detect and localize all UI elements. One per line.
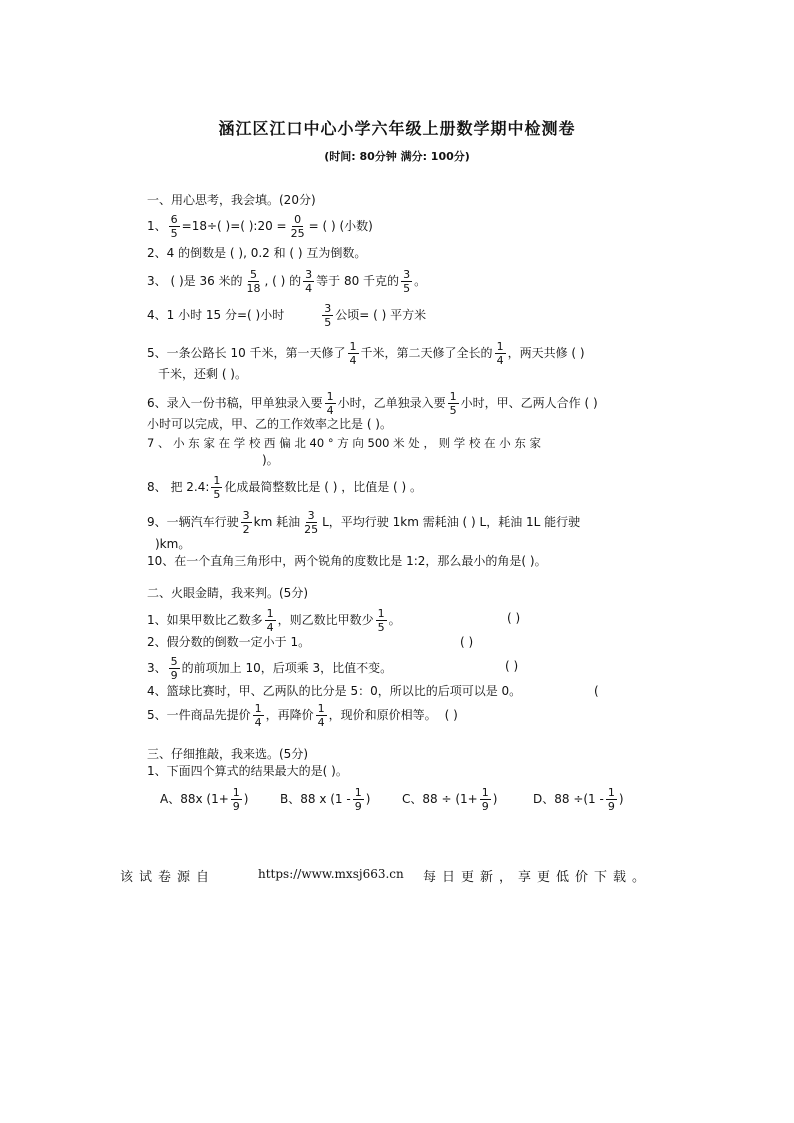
fraction: $\frac{3}{5}$ — [324, 302, 332, 329]
fraction: $\frac{0}{25}$ — [290, 213, 305, 240]
question-1-5-line2: 千米，还剩 ( )。 — [158, 367, 247, 381]
fraction: $\frac{1}{9}$ — [607, 786, 615, 813]
fraction: $\frac{1}{5}$ — [213, 474, 221, 501]
question-1-5: 5、一条公路长 10 千米，第一天修了 $\frac{1}{4}$ 千米，第二天修了全长的 $\frac{1}{4}$ ，两天共修 ( ) — [147, 340, 585, 367]
fraction: $\frac{1}{5}$ — [449, 390, 457, 417]
question-2-3: 3、 $\frac{5}{9}$ 的前项加上 10，后项乘 3，比值不变。 — [147, 655, 393, 682]
question-1-6-line2: 小时可以完成，甲、乙的工作效率之比是 ( )。 — [147, 417, 392, 431]
option-b: B、88 x (1 - $\frac{1}{9}$ ) — [280, 786, 371, 813]
fraction: $\frac{1}{4}$ — [496, 340, 504, 367]
answer-paren: ( ) — [507, 611, 521, 625]
fraction: $\frac{1}{9}$ — [481, 786, 489, 813]
question-2-4: 4、篮球比赛时，甲、乙两队的比分是 5：0，所以比的后项可以是 0。 — [147, 684, 522, 698]
answer-paren: ( ) — [460, 635, 474, 649]
fraction: $\frac{1}{4}$ — [266, 607, 274, 634]
question-1-4: 4、1 小时 15 分=( )小时 $\frac{3}{5}$ 公顷= ( ) 平方米 — [147, 302, 427, 329]
option-a: A、88x (1+ $\frac{1}{9}$ ) — [160, 786, 249, 813]
option-d: D、88 ÷(1 - $\frac{1}{9}$ ) — [533, 786, 624, 813]
question-1-7: 7 、 小 东 家 在 学 校 西 偏 北 40 ° 方 向 500 米 处 ， 则 学 校 在 小 东 家 — [147, 436, 542, 450]
fraction: $\frac{1}{5}$ — [377, 607, 385, 634]
fraction: $\frac{1}{4}$ — [254, 702, 262, 729]
question-1-9: 9、一辆汽车行驶 $\frac{3}{2}$ km 耗油 $\frac{3}{25}$ L，平均行驶 1km 需耗油 ( ) L，耗油 1L 能行驶 — [147, 509, 581, 536]
question-1-9-line2: )km。 — [155, 537, 191, 551]
footer-promo-text: 每日更新，享更低价下载。 — [423, 870, 652, 885]
footer-url-link[interactable]: https://www.mxsj663.cn — [258, 867, 404, 881]
question-1-6: 6、录入一份书稿，甲单独录入要 $\frac{1}{4}$ 小时，乙单独录入要 $\frac{1}{5}$ 小时，甲、乙两人合作 ( ) — [147, 390, 598, 417]
fraction: $\frac{1}{9}$ — [354, 786, 362, 813]
fraction: $\frac{3}{5}$ — [403, 268, 411, 295]
fraction: $\frac{1}{4}$ — [317, 702, 325, 729]
question-1-8: 8、 把 2.4: $\frac{1}{5}$ 化成最简整数比是 ( ) ，比值是 ( ) 。 — [147, 474, 423, 501]
footer-source-label: 该试卷源自 — [120, 870, 216, 885]
question-2-5: 5、一件商品先提价 $\frac{1}{4}$ ，再降价 $\frac{1}{4}$ ，现价和原价相等。 ( ) — [147, 702, 458, 729]
fraction: $\frac{3}{4}$ — [305, 268, 313, 295]
fraction: $\frac{6}{5}$ — [170, 213, 178, 240]
fraction: $\frac{1}{4}$ — [326, 390, 334, 417]
question-1-2: 2、4 的倒数是 ( ), 0.2 和 ( ) 互为倒数。 — [147, 246, 367, 260]
question-3-1: 1、下面四个算式的结果最大的是( )。 — [147, 764, 348, 778]
answer-paren: ( ) — [505, 659, 519, 673]
section-1-heading: 一、用心思考，我会填。(20分) — [147, 193, 316, 207]
fraction: $\frac{3}{25}$ — [304, 509, 319, 536]
section-2-heading: 二、火眼金睛，我来判。(5分) — [147, 586, 308, 600]
question-1-3: 3、 ( )是 36 米的 $\frac{5}{18}$ , ( ) 的 $\frac{3}{4}$ 等于 80 千克的 $\frac{3}{5}$ 。 — [147, 268, 427, 295]
question-1-10: 10、在一个直角三角形中，两个锐角的度数比是 1:2，那么最小的角是( )。 — [147, 554, 547, 568]
fraction: $\frac{1}{9}$ — [232, 786, 240, 813]
question-2-1: 1、如果甲数比乙数多 $\frac{1}{4}$ ，则乙数比甲数少 $\frac{1}{5}$ 。 — [147, 607, 401, 634]
page-title: 涵江区江口中心小学六年级上册数学期中检测卷 — [218, 119, 576, 138]
fraction: $\frac{3}{2}$ — [242, 509, 250, 536]
option-c: C、88 ÷ (1+ $\frac{1}{9}$ ) — [402, 786, 498, 813]
fraction: $\frac{1}{4}$ — [349, 340, 357, 367]
question-1-7-line2: )。 — [262, 453, 279, 467]
section-3-heading: 三、仔细推敲，我来选。(5分) — [147, 747, 308, 761]
fraction: $\frac{5}{9}$ — [170, 655, 178, 682]
question-1-1: 1、 $\frac{6}{5}$ =18÷( )=( ):20 = $\frac{0}{25}$ = ( ) (小数) — [147, 213, 373, 240]
question-2-2: 2、假分数的倒数一定小于 1。 — [147, 635, 311, 649]
exam-info: (时间: 80分钟 满分: 100分) — [324, 150, 470, 163]
answer-paren: ( — [594, 684, 599, 698]
fraction: $\frac{5}{18}$ — [246, 268, 261, 295]
